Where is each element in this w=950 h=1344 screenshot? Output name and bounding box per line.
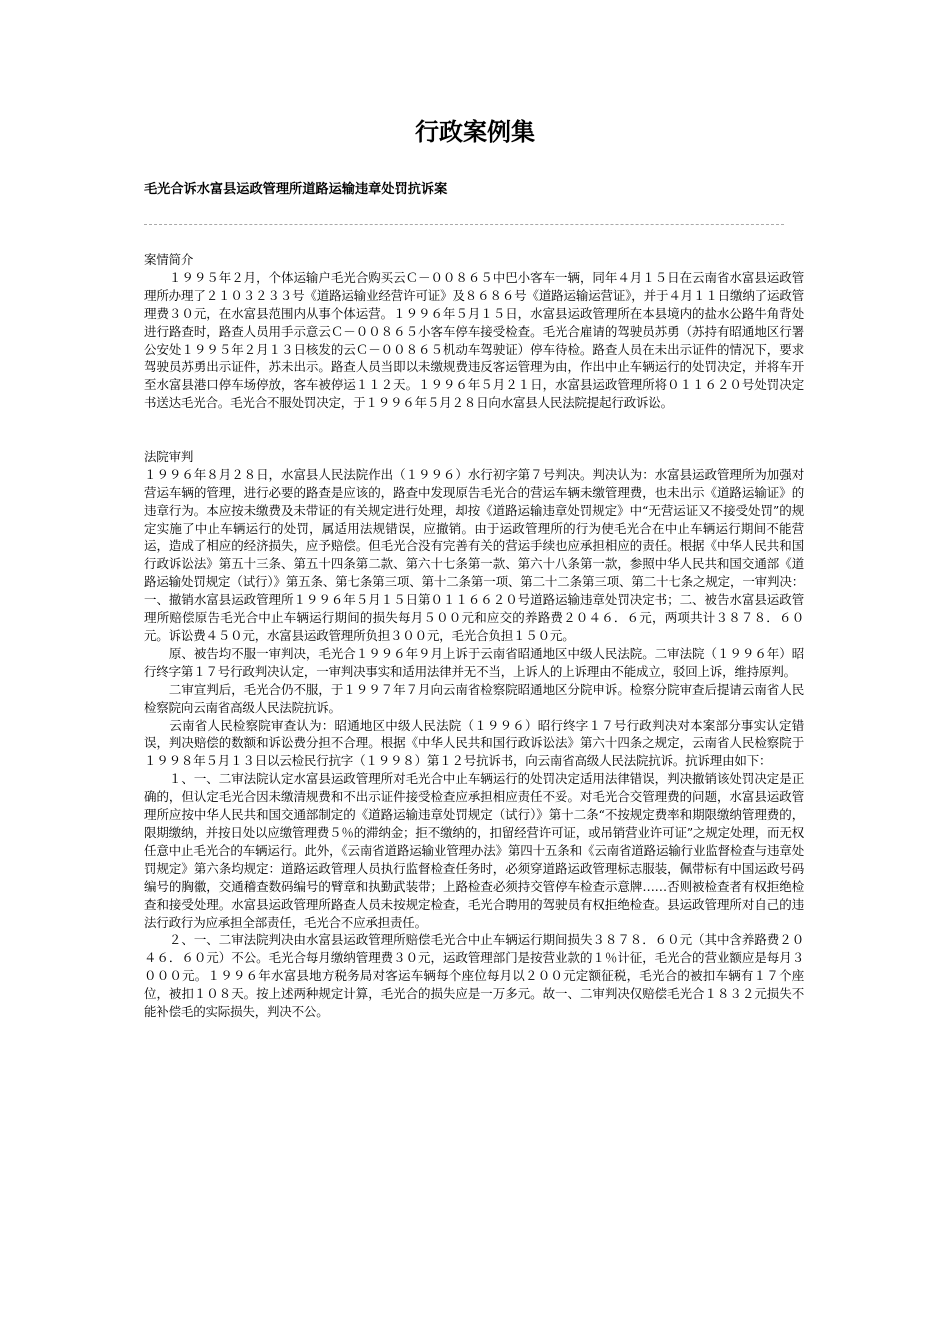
judgment-paragraph: 原、被告均不服一审判决，毛光合１９９６年９月上诉于云南省昭通地区中级人民法院。二审法院（１９９６年）昭行终字第１７号行政判决认定，一审判决事实和适用法律并无不当，上诉人的上诉理由不能成立，驳回上诉，维持原判。 [144, 645, 804, 679]
section-heading-facts: 案情简介 [144, 252, 194, 267]
judgment-paragraph: 二审宣判后，毛光合仍不服，于１９９７年７月向云南省检察院昭通地区分院申诉。检察分院审查后提请云南省人民检察院向云南省高级人民法院抗诉。 [144, 681, 804, 715]
judgment-paragraph: １、一、二审法院认定水富县运政管理所对毛光合中止车辆运行的处罚决定适用法律错误，判决撤销该处罚决定是正确的，但认定毛光合因未缴清规费和不出示证件接受检查应承担相应责任不妥。对毛光合交管理费的问题，水富县运政管理所应按中华人民共和国交通部制定的《道路运输违章处罚规定（试行）》第十二条“不按规定费率和期限缴纳管理费的，限期缴纳，并按日处以应缴管理费５％的滞纳金；拒不缴纳的，扣留经营许可证，或吊销营业许可证”之规定处理，而无权任意中止毛光合的车辆运行。此外，《云南省道路运输业管理办法》第四十五条和《云南省道路运输行业监督检查与违章处罚规定》第六条均规定：道路运政管理人员执行监督检查任务时，必须穿道路运政管理标志服装，佩带标有中国运政号码编号的胸徽，交通稽查数码编号的臂章和执勤武装带；上路检查必须持交管停车检查示意牌……否则被检查者有权拒绝检查和接受处理。水富县运政管理所路查人员未按规定检查，毛光合聘用的驾驶员有权拒绝检查。县运政管理所对自己的违法行政行为应承担全部责任，毛光合不应承担责任。 [144, 771, 804, 930]
facts-paragraph: １９９５年２月，个体运输户毛光合购买云Ｃ－００８６５中巴小客车一辆，同年４月１５日在云南省水富县运政管理所办理了２１０３２３３号《道路运输业经营许可证》及８６８６号《道路运输运营证》，并于４月１１日缴纳了运政管理费３０元，在水富县范围内从事个体运营。１９９６年５月１５日，水富县运政管理所在本县境内的盐水公路牛角背处进行路查时，路查人员用手示意云Ｃ－００８６５小客车停车接受检查。毛光合雇请的驾驶员苏勇（苏持有昭通地区行署公安处１９９５年２月１３日核发的云Ｃ－００８６５机动车驾驶证）停车待检。路查人员在未出示证件的情况下，要求驾驶员苏勇出示证件，苏未出示。路查人员当即以未缴规费违反客运管理为由，作出中止车辆运行的处罚决定，并将车开至水富县港口停车场停放，客车被停运１１２天。１９９６年５月２１日，水富县运政管理所将０１１６２０号处罚决定书送达毛光合。毛光合不服处罚决定，于１９９６年５月２８日向水富县人民法院提起行政诉讼。 [144, 269, 804, 411]
dashed-separator [144, 224, 784, 225]
judgment-paragraph: ２、一、二审法院判决由水富县运政管理所赔偿毛光合中止车辆运行期间损失３８７８．６０元（其中含养路费２０４６．６０元）不公。毛光合每月缴纳管理费３０元，运政管理部门是按营业款的１％计征，毛光合的营业额应是每月３０００元。１９９６年水富县地方税务局对客运车辆每个座位每月以２００元定额征税，毛光合的被扣车辆有１７个座位，被扣１０８天。按上述两种规定计算，毛光合的损失应是一万多元。故一、二审判决仅赔偿毛光合１８３２元损失不能补偿毛的实际损失，判决不公。 [144, 932, 804, 1020]
paragraph-gap [144, 412, 804, 448]
judgment-paragraph: 云南省人民检察院审查认为：昭通地区中级人民法院（１９９６）昭行终字１７号行政判决对本案部分事实认定错误，判决赔偿的数额和诉讼费分担不合理。根据《中华人民共和国行政诉讼法》第六十四条之规定，云南省人民检察院于１９９８年５月１３日以云检民行抗字（１９９８）第１２号抗诉书，向云南省高级人民法院抗诉。抗诉理由如下： [144, 717, 804, 769]
case-title: 毛光合诉水富县运政管理所道路运输违章处罚抗诉案 [144, 182, 448, 197]
document-body [144, 251, 804, 1021]
section-heading-judgment: 法院审判 [144, 448, 194, 464]
judgment-paragraph: １９９６年８月２８日，水富县人民法院作出（１９９６）水行初字第７号判决。判决认为：水富县运政管理所为加强对营运车辆的管理，进行必要的路查是应该的，路查中发现原告毛光合的营运车辆未缴管理费，也未出示《道路运输证》的违章行为。本应按未缴费及未带证的有关规定进行处理，却按《道路运输违章处罚规定》中“无营运证又不接受处罚”的规定实施了中止车辆运行的处罚，属适用法规错误，应撤销。由于运政管理所的行为使毛光合在中止车辆运行期间不能营运，造成了相应的经济损失，应予赔偿。但毛光合没有完善有关的营运手续也应承担相应的责任。根据《中华人民共和国行政诉讼法》第五十三条、第五十四条第二款、第六十七条第一款、第六十八条第一款，参照中华人民共和国交通部《道路运输处罚规定（试行）》第五条、第七条第三项、第十二条第一项、第二十二条第三项、第二十七条之规定，一审判决：一、撤销水富县运政管理所１９９６年５月１５日第０１１６６２０号道路运输违章处罚决定书；二、被告水富县运政管理所赔偿原告毛光合中止车辆运行期间的损失每月５００元和应交的养路费２０４６．６元，两项共计３８７８．６０元。诉讼费４５０元，水富县运政管理所负担３００元，毛光合负担１５０元。 [144, 466, 804, 644]
document-title: 行政案例集 [415, 118, 535, 146]
